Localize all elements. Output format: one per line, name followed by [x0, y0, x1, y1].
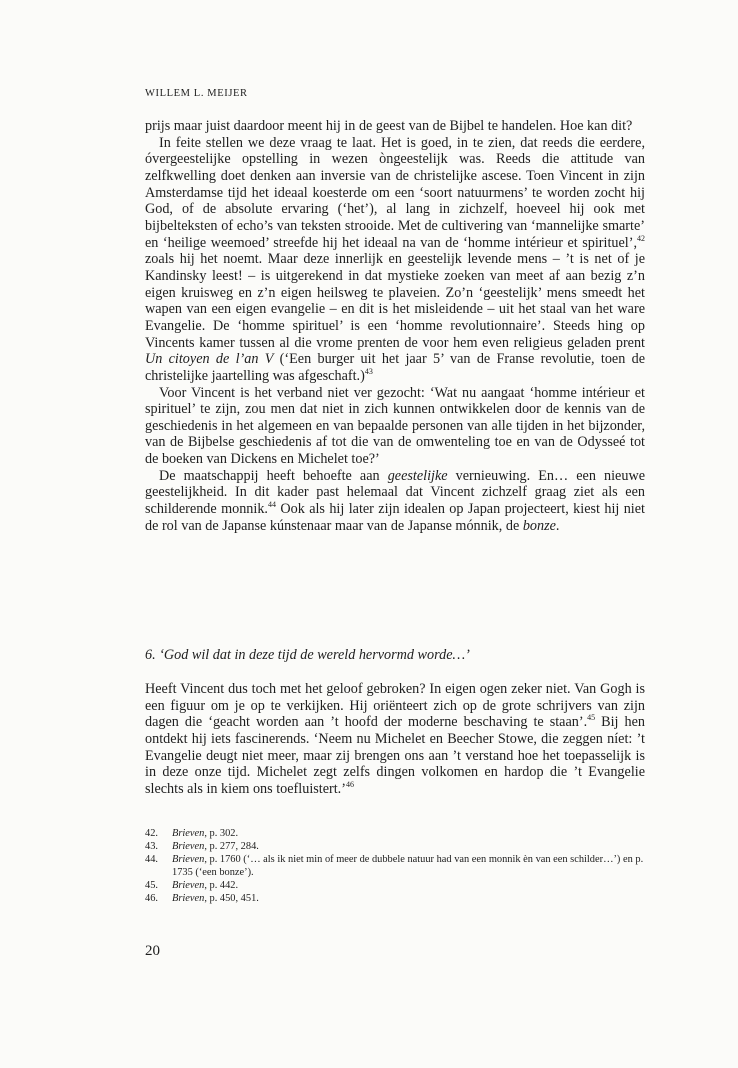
page-number: 20 — [145, 943, 160, 959]
section-heading: 6. ‘God wil dat in deze tijd de wereld hervormd worde…’ — [145, 647, 470, 663]
paragraph-4: De maatschappij heeft behoefte aan geestelijke vernieuwing. En… een nieuwe geestelijkheid. In dit kader past helemaal dat Vincent zichzelf graag ziet als een schilderende monnik.$^{44}$ Ook als hij later zijn idealen op Japan projecteert, kiest hij niet de rol van de Japanse kúnstenaar maar van de Japanse mónnik, de bonze. — [145, 467, 645, 534]
footnote-item: 43. Brieven, p. 277, 284. — [145, 841, 259, 853]
paragraph-2: In feite stellen we deze vraag te laat. Het is goed, in te zien, dat reeds die eerdere, óvergeestelijke opstelling in wezen òngeestelijk was. Reeds die attitude van zelfkwelling doet denken aan inversie van de christelijke ascese. Toen Vincent in zijn Amsterdamse tijd het ideaal koesterde om een ‘soort natuurmens’ te worden zocht hij God, of de absolute ervaring (‘het’), al lang in zichzelf, hoeveel hij ook met bijbelteksten of echo’s van teksten strooide. Met de cultivering van ‘mannelijke smarte’ en ‘heilige weemoed’ streefde hij het ideaal na van de ‘homme intérieur et spirituel’,$^{42}$ zoals hij het noemt. Maar deze innerlijk en geestelijk levende mens – ’t is net of je Kandinsky leest! – is uitgerekend in dat mystieke zoeken van meet af aan bezig z’n eigen kruisweg en z’n eigen heilsweg te plaveien. Zo’n ‘geestelijk’ mens smeedt het wapen van een eigen evangelie – en dit is het misleidende – uit het staal van het ware Evangelie. De ‘homme spirituel’ is een ‘homme revolutionnaire’. Steeds hing op Vincents kamer tussen al die vrome prenten de voor hem even religieus geladen prent Un citoyen de l’an V (‘Een burger uit het jaar 5’ van de Franse revolutie, toen de christelijke jaartelling was afgeschaft.)$^{43}$ — [145, 134, 645, 384]
paragraph-3: Voor Vincent is het verband niet ver gezocht: ‘Wat nu aangaat ‘homme intérieur et spirituel’ te zijn, zou men dat niet in zich kunnen ontwikkelen door de kennis van de geschiedenis in het algemeen en van bepaalde personen van alle tijden in het bijzonder, van de Bijbelse geschiedenis af tot die van de omwenteling toe en van de Odysseé tot de boeken van Dickens en Michelet toe?’ — [145, 384, 645, 468]
body-text — [145, 118, 645, 534]
footnote-item: 45. Brieven, p. 442. — [145, 880, 239, 892]
paragraph-1: prijs maar juist daardoor meent hij in de geest van de Bijbel te handelen. Hoe kan dit? — [145, 118, 633, 134]
footnote-ref-43[interactable]: 43 — [364, 366, 373, 376]
footnote-ref-45[interactable]: 45 — [587, 713, 596, 723]
footnote-ref-42[interactable]: 42 — [637, 233, 645, 243]
footnote-ref-46[interactable]: 46 — [345, 779, 354, 789]
footnote-item: 46. Brieven, p. 450, 451. — [145, 893, 259, 905]
footnote-item: 42. Brieven, p. 302. — [145, 828, 239, 839]
footnote-ref-44[interactable]: 44 — [267, 500, 276, 510]
footnote-item: 44. Brieven, p. 1760 (‘… als ik niet min of meer de dubbele natuur had van een monnik èn van een schilder…’) en p. 1735 (‘een bonze’). — [145, 854, 644, 879]
footnotes — [145, 827, 645, 906]
paragraph-5: Heeft Vincent dus toch met het geloof gebroken? In eigen ogen zeker niet. Van Gogh is een figuur om je op te verkijken. Hij oriënteert zich op de grote schrijvers van zijn dagen die ‘geacht worden aan ’t hoofd der moderne beschaving te staan’.$^{45}$ Bij hen ontdekt hij iets fascinerends. ‘Neem nu Michelet en Beecher Stowe, die zeggen níet: ’t Evangelie deugt niet meer, maar zij brengen ons aan ’t verstand hoe het toepasselijk is in deze onze tijd. Michelet zegt zelfs dingen volkomen en hardop die ’t Evangelie slechts als in kiem ons toefluistert.’$^{46}$ — [145, 681, 645, 797]
artwork-title: Un citoyen de l’an V — [145, 351, 274, 368]
section-text — [145, 681, 645, 798]
running-head: WILLEM L. MEIJER — [145, 88, 248, 99]
